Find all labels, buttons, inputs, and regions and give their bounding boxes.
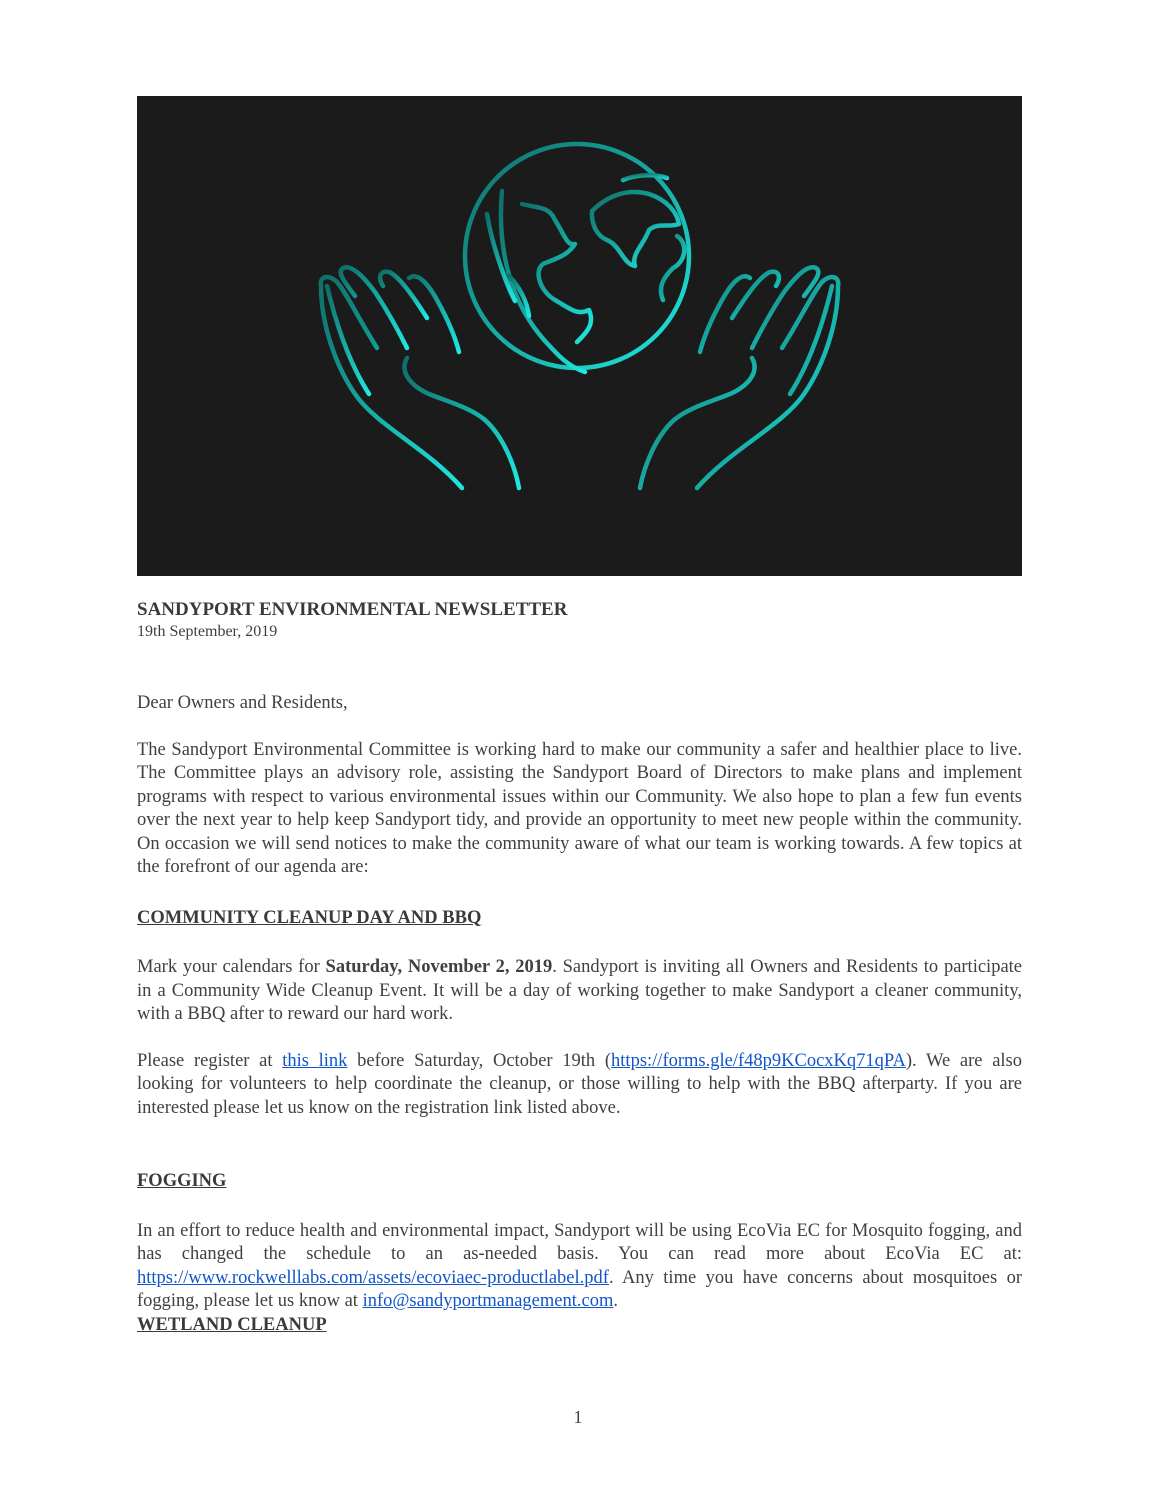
cleanup-text-start: Mark your calendars for xyxy=(137,957,326,977)
newsletter-body xyxy=(137,598,1022,1337)
register-paragraph xyxy=(137,1050,1022,1121)
newsletter-date: 19th September, 2019 xyxy=(137,623,278,640)
intro-paragraph: The Sandyport Environmental Committee is working hard to make our community a safer and healthier place to live. The Committee plays an advisory role, assisting the Sandyport Board of Directors to make plans and implement programs with respect to various environmental issues within our Community. We also hope to plan a few fun events over the next year to help keep Sandyport tidy, and provide an opportunity to meet new people within the community. On occasion we will send notices to make the community aware of what our team is working towards. A few topics at the forefront of our agenda are: xyxy=(137,739,1022,877)
fogging-text-middle: . Any time you have concerns about mosquitoes or fogging, please let us know at xyxy=(137,1267,1022,1311)
hands-holding-earth-icon xyxy=(137,96,1022,576)
registration-link[interactable]: this link xyxy=(282,1050,348,1071)
ecovia-label-link[interactable]: https://www.rockwelllabs.com/assets/ecoviaec-productlabel.pdf xyxy=(137,1267,609,1288)
page-number: 1 xyxy=(573,1407,583,1427)
register-text-start: Please register at xyxy=(137,1050,283,1071)
greeting: Dear Owners and Residents, xyxy=(137,693,348,713)
cleanup-date: Saturday, November 2, 2019 xyxy=(325,957,553,977)
registration-url-link[interactable]: https://forms.gle/f48p9KCocxKq71qPA xyxy=(611,1050,906,1071)
register-text-end: ). We are also looking for volunteers to help coordinate the cleanup, or those willing to help with the BBQ afterparty. If you are interested please let us know on the registration link listed above. xyxy=(137,1050,1023,1118)
fogging-text-start: In an effort to reduce health and environmental impact, Sandyport will be using EcoVia EC for Mosquito fogging, and has changed the schedule to an as-needed basis. You can read more about EcoVia EC at: xyxy=(137,1220,1022,1264)
cleanup-heading: COMMUNITY CLEANUP DAY AND BBQ xyxy=(137,907,482,928)
wetland-heading: WETLAND CLEANUP xyxy=(137,1314,327,1335)
newsletter-title: SANDYPORT ENVIRONMENTAL NEWSLETTER xyxy=(137,599,568,620)
header-image xyxy=(137,96,1022,576)
cleanup-text-end: . Sandyport is inviting all Owners and Residents to participate in a Community Wide Cleanup Event. It will be a day of working together to make Sandyport a cleaner community, with a BBQ after to reward our hard work. xyxy=(137,957,1023,1024)
fogging-text-end: . xyxy=(613,1291,618,1311)
fogging-paragraph xyxy=(137,1220,1022,1314)
cleanup-paragraph xyxy=(137,956,1022,1027)
email-link[interactable]: info@sandyportmanagement.com xyxy=(362,1291,614,1311)
fogging-heading: FOGGING xyxy=(137,1171,227,1191)
register-text-middle: before Saturday, October 19th ( xyxy=(347,1050,612,1071)
